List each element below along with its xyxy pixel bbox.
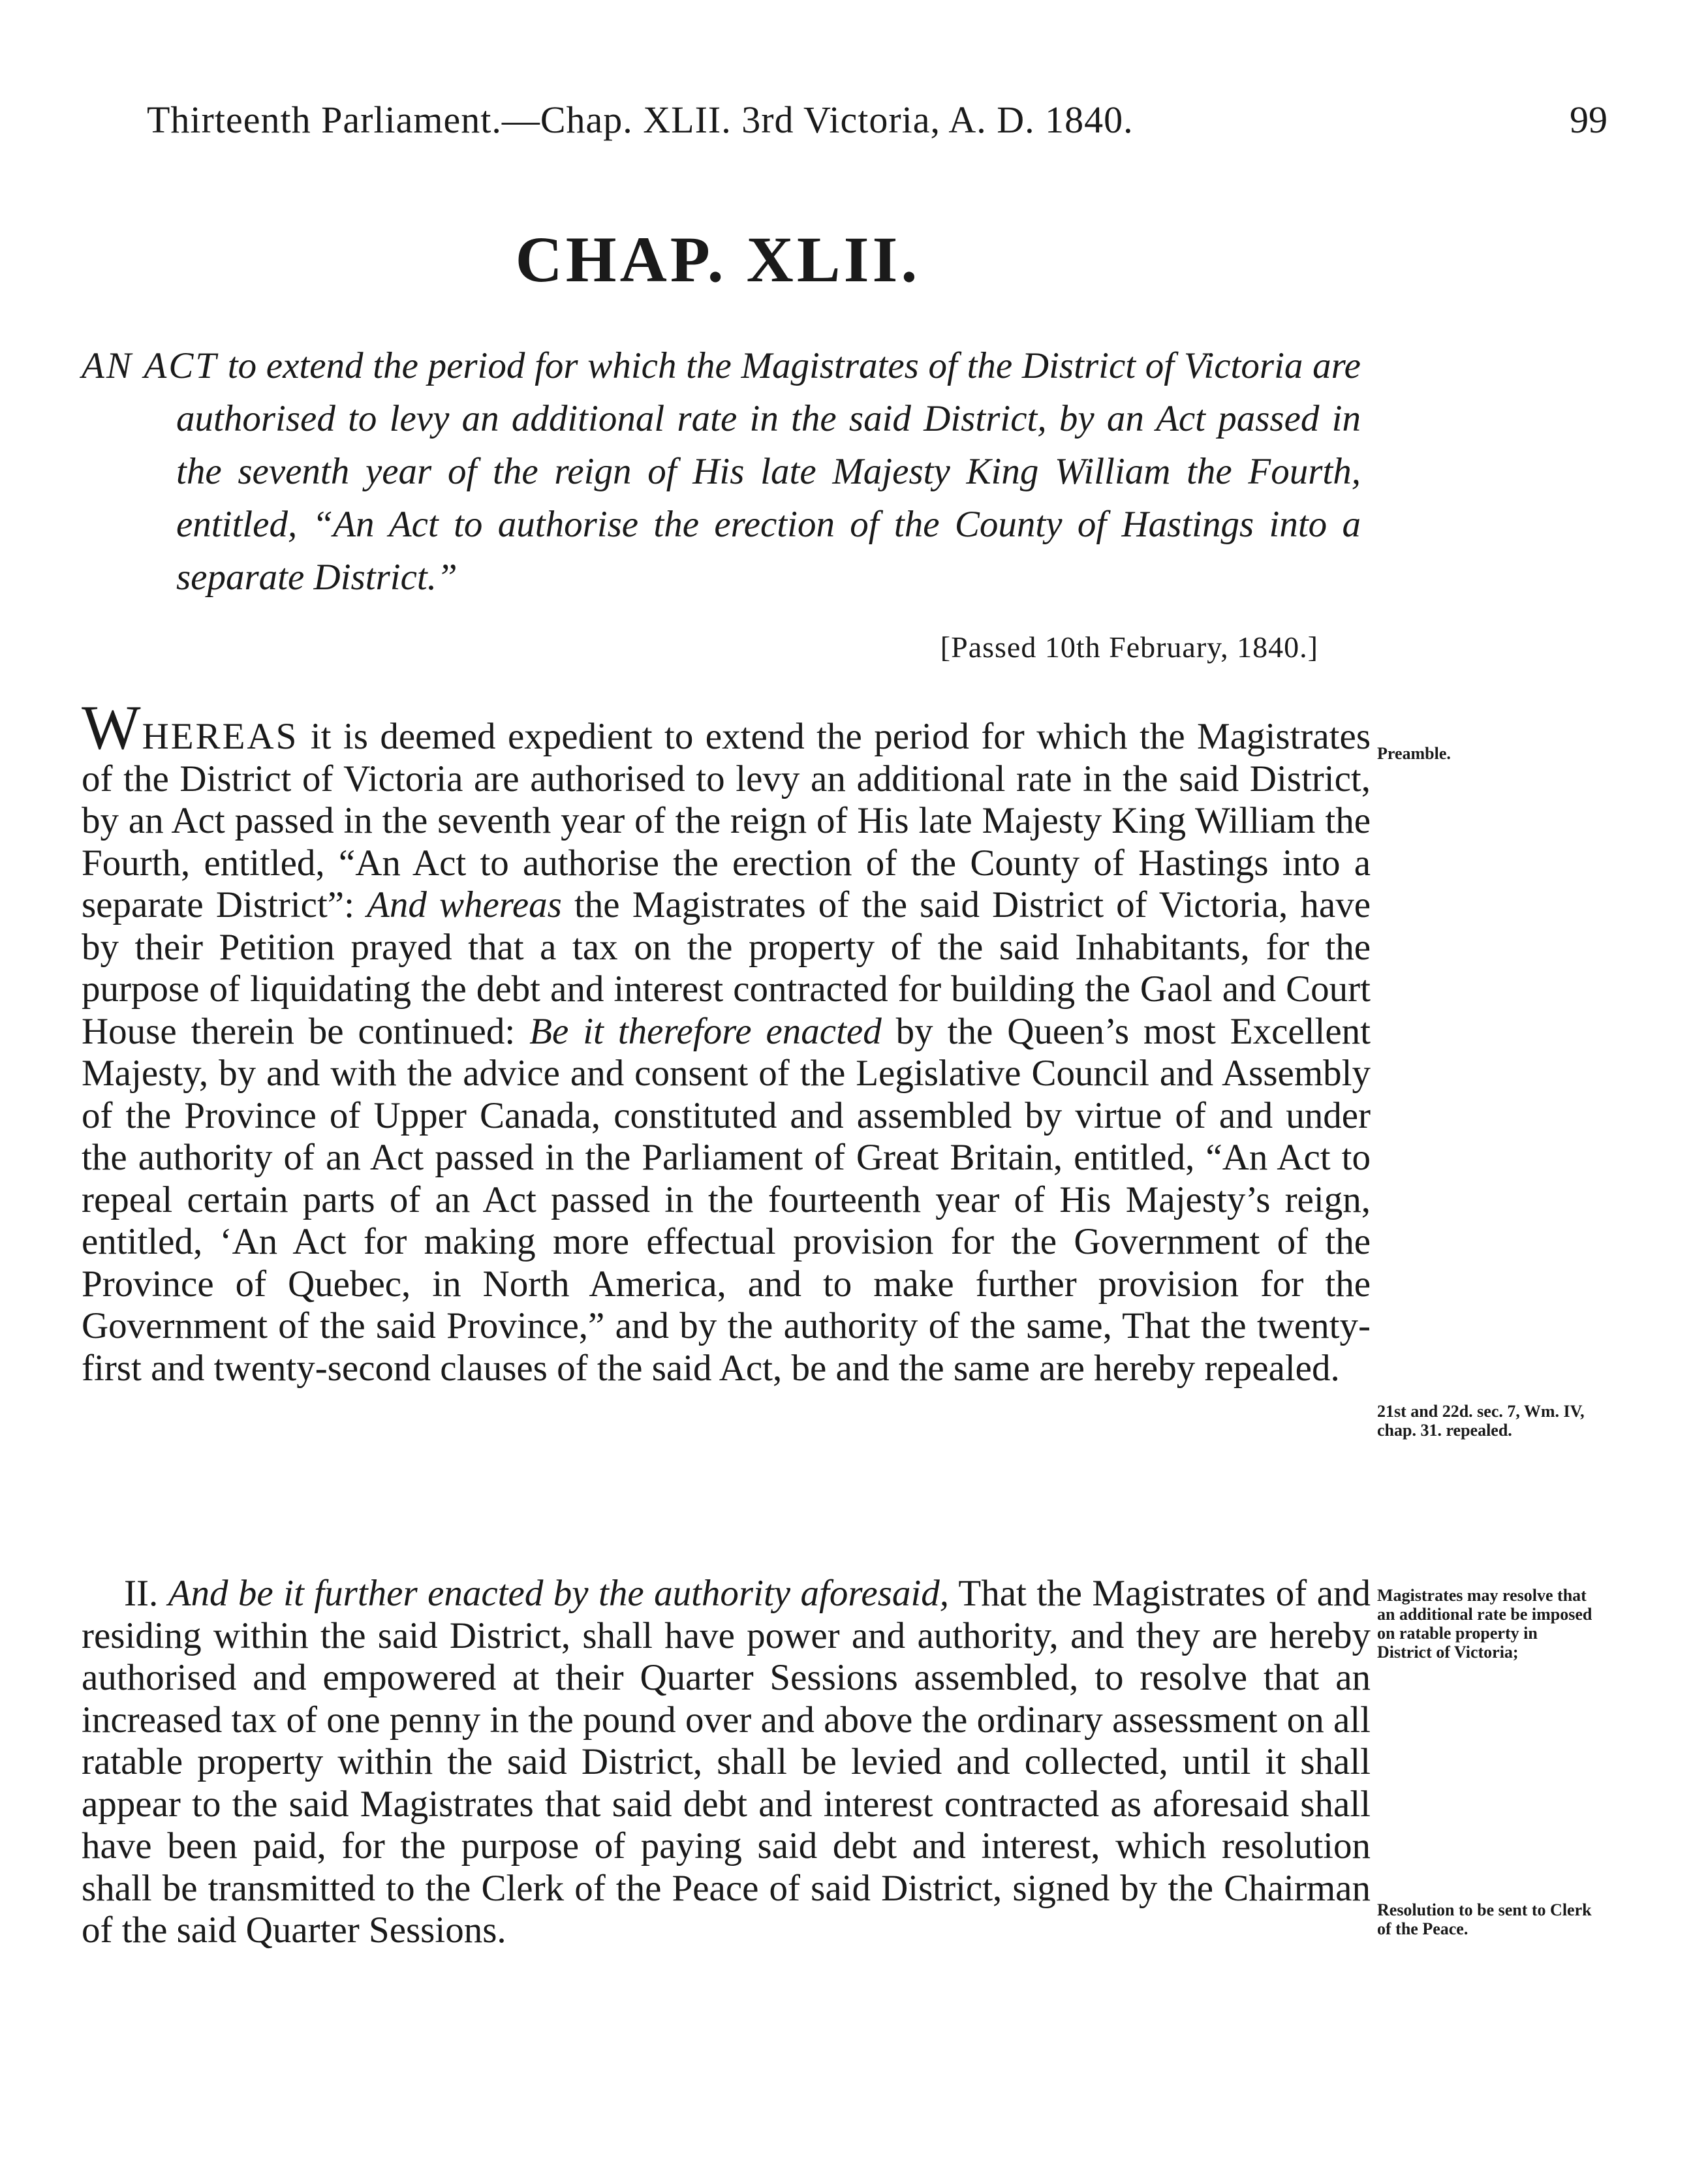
section-two bbox=[82, 1573, 1371, 1952]
section-text: by the Queen’s most Excellent Majesty, by and with the advice and consent of the Legislative Council and Assembly of the Province of Upper Canada, constituted and assembled by virtue of and under the authority of an Act passed in the Parliament of Great Britain, entitled, “An Act to repeal certain parts of an Act passed in the fourteenth year of His Majesty’s reign, entitled, ‘An Act for making more effectual provision for the Government of the Province of Quebec, in North America, and to make further provision for the Government of the said Province,” and by the authority of the same, That the twenty-first and twenty-second clauses of the said Act, be and the same are hereby repealed. bbox=[82, 1010, 1371, 1389]
chapter-title: CHAP. XLII. bbox=[515, 223, 921, 296]
act-title-text: to extend the period for which the Magistrates of the District of Victoria are authorised to levy an additional rate in the said District, by an Act passed in the seventh year of the reign of His late Majesty King William the Fourth, entitled, “An Act to authorise the erection of the County of Hastings into a separate District.” bbox=[176, 345, 1361, 598]
section-text: That the Magistrates of and residing within the said District, shall have power and authority, and they are hereby authorised and empowered at their Quarter Sessions assembled, to resolve that an increased tax of one penny in the pound over and above the ordinary assessment on all ratable property within the said District, shall be levied and collected, until it shall appear to the said Magistrates that said debt and interest contracted as aforesaid shall have been paid, for the purpose of paying said debt and interest, which resolution shall be transmitted to the Clerk of the Peace of said District, signed by the Chairman of the said Quarter Sessions. bbox=[82, 1573, 1371, 1951]
section-preamble bbox=[82, 692, 1371, 1389]
running-head: Thirteenth Parliament.—Chap. XLII. 3rd Victoria, A. D. 1840. bbox=[147, 99, 1134, 141]
page-number: 99 bbox=[1570, 99, 1607, 141]
italic-phrase: And be it further enacted by the authority aforesaid, bbox=[168, 1573, 949, 1614]
italic-phrase: Be it therefore enacted bbox=[529, 1010, 882, 1052]
opening-word: HEREAS bbox=[142, 716, 299, 757]
section-number: II. bbox=[124, 1573, 159, 1614]
section-text: the Magistrates of the said District of Victoria, have by their Petition prayed that a tax on the property of the said Inhabitants, for the purpose of liquidating the debt and interest contracted for building the Gaol and Court House therein be continued: bbox=[82, 884, 1371, 1052]
act-title bbox=[82, 339, 1361, 604]
passed-date: [Passed 10th February, 1840.] bbox=[940, 630, 1318, 664]
margin-note-resolution: Resolution to be sent to Clerk of the Peace. bbox=[1377, 1900, 1592, 1938]
margin-note-repealed: 21st and 22d. sec. 7, Wm. IV, chap. 31. repealed. bbox=[1377, 1402, 1585, 1440]
margin-note-magistrates: Magistrates may resolve that an additional rate be imposed on ratable property in District of Victoria; bbox=[1377, 1586, 1592, 1662]
margin-note-preamble: Preamble. bbox=[1377, 744, 1451, 763]
italic-phrase: And whereas bbox=[367, 884, 562, 925]
section-text: it is deemed expedient to extend the period for which the Magistrates of the District of Victoria are authorised to levy an additional rate in the said District, by an Act passed in the seventh year of the reign of His late Majesty King William the Fourth, entitled, “An Act to authorise the erection of the County of Hastings into a separate District”: bbox=[82, 716, 1371, 925]
act-title-lead: AN ACT bbox=[82, 345, 219, 386]
drop-cap: W bbox=[82, 692, 142, 762]
